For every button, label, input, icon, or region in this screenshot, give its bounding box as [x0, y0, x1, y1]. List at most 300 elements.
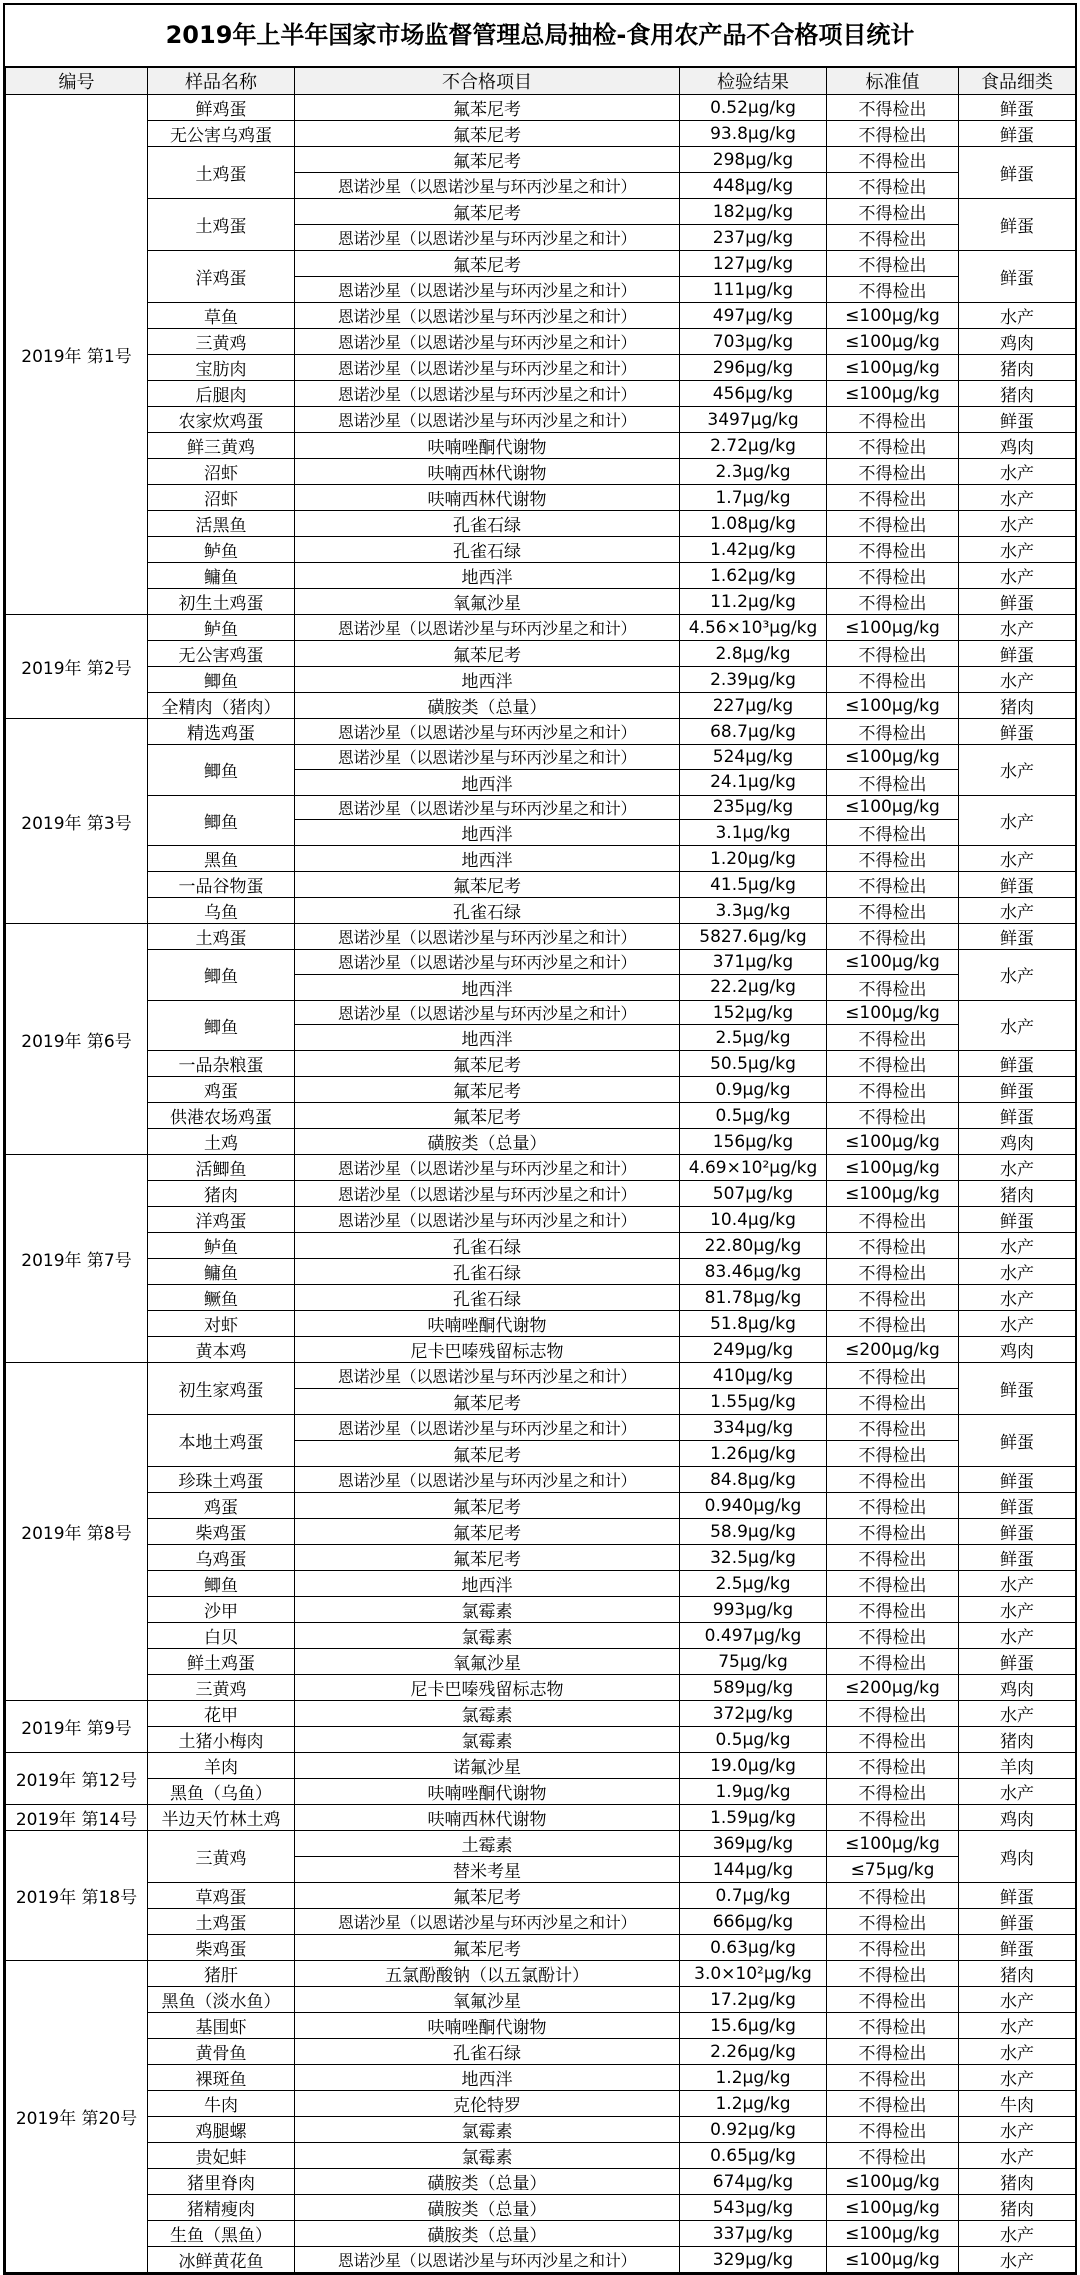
standard-cell: 不得检出	[827, 719, 959, 745]
table-row	[6, 1753, 1076, 1779]
category-cell: 水产	[959, 795, 1076, 846]
result-cell: 329μg/kg	[680, 2247, 827, 2273]
batch-id-cell: 2019年 第6号	[6, 924, 148, 1155]
issue-cell: 磺胺类（总量）	[295, 2195, 680, 2221]
sample-name-cell: 三黄鸡	[148, 1831, 295, 1883]
table-row	[6, 563, 1076, 589]
sample-name-cell: 鲫鱼	[148, 1000, 295, 1051]
result-cell: 249μg/kg	[680, 1337, 827, 1363]
sample-name-cell: 沼虾	[148, 485, 295, 511]
result-cell: 10.4μg/kg	[680, 1207, 827, 1233]
category-cell: 水产	[959, 615, 1076, 641]
category-cell: 鲜蛋	[959, 251, 1076, 303]
table-row	[6, 1571, 1076, 1597]
sample-name-cell: 鲈鱼	[148, 615, 295, 641]
issue-cell: 替米考星	[295, 1857, 680, 1883]
table-row	[6, 1961, 1076, 1987]
table-row	[6, 1311, 1076, 1337]
result-cell: 4.69×10²μg/kg	[680, 1155, 827, 1181]
sample-name-cell: 沼虾	[148, 459, 295, 485]
sample-name-cell: 初生土鸡蛋	[148, 589, 295, 615]
table-row	[6, 1285, 1076, 1311]
result-cell: 1.9μg/kg	[680, 1779, 827, 1805]
issue-cell: 地西泮	[295, 769, 680, 795]
result-cell: 0.5μg/kg	[680, 1727, 827, 1753]
issue-cell: 土霉素	[295, 1831, 680, 1857]
table-row	[6, 1623, 1076, 1649]
result-cell: 68.7μg/kg	[680, 719, 827, 745]
standard-cell: 不得检出	[827, 2039, 959, 2065]
issue-cell: 恩诺沙星（以恩诺沙星与环丙沙星之和计）	[295, 1363, 680, 1389]
standard-cell: ≤100μg/kg	[827, 1181, 959, 1207]
table-row	[6, 2091, 1076, 2117]
issue-cell: 氟苯尼考	[295, 1103, 680, 1129]
results-table	[5, 67, 1076, 2273]
category-cell: 水产	[959, 2117, 1076, 2143]
result-cell: 543μg/kg	[680, 2195, 827, 2221]
result-cell: 0.5μg/kg	[680, 1103, 827, 1129]
result-cell: 22.80μg/kg	[680, 1233, 827, 1259]
standard-cell: ≤100μg/kg	[827, 355, 959, 381]
sample-name-cell: 鲜土鸡蛋	[148, 1649, 295, 1675]
sample-name-cell: 生鱼（黑鱼）	[148, 2221, 295, 2247]
table-row	[6, 589, 1076, 615]
standard-cell: 不得检出	[827, 1207, 959, 1233]
standard-cell: 不得检出	[827, 1103, 959, 1129]
sample-name-cell: 鲫鱼	[148, 745, 295, 796]
issue-cell: 孔雀石绿	[295, 511, 680, 537]
category-cell: 猪肉	[959, 693, 1076, 719]
standard-cell: 不得检出	[827, 511, 959, 537]
result-cell: 144μg/kg	[680, 1857, 827, 1883]
result-cell: 93.8μg/kg	[680, 121, 827, 147]
category-cell: 水产	[959, 2065, 1076, 2091]
standard-cell: 不得检出	[827, 1519, 959, 1545]
batch-id-cell: 2019年 第9号	[6, 1701, 148, 1753]
result-cell: 1.59μg/kg	[680, 1805, 827, 1831]
standard-cell: ≤100μg/kg	[827, 1000, 959, 1025]
table-row	[6, 303, 1076, 329]
table-row	[6, 2117, 1076, 2143]
issue-cell: 地西泮	[295, 667, 680, 693]
category-cell: 鲜蛋	[959, 1935, 1076, 1961]
result-cell: 448μg/kg	[680, 173, 827, 199]
table-row	[6, 1103, 1076, 1129]
sample-name-cell: 鲫鱼	[148, 1571, 295, 1597]
issue-cell: 氟苯尼考	[295, 1545, 680, 1571]
category-cell: 猪肉	[959, 355, 1076, 381]
table-row	[6, 1077, 1076, 1103]
standard-cell: 不得检出	[827, 1571, 959, 1597]
batch-id-cell: 2019年 第20号	[6, 1961, 148, 2273]
table-row	[6, 199, 1076, 225]
category-cell: 鲜蛋	[959, 1883, 1076, 1909]
table-row	[6, 1129, 1076, 1155]
standard-cell: 不得检出	[827, 1415, 959, 1441]
category-cell: 水产	[959, 1779, 1076, 1805]
result-cell: 0.497μg/kg	[680, 1623, 827, 1649]
category-cell: 鲜蛋	[959, 95, 1076, 121]
table-row	[6, 1805, 1076, 1831]
issue-cell: 氟苯尼考	[295, 1935, 680, 1961]
category-cell: 猪肉	[959, 1181, 1076, 1207]
standard-cell: 不得检出	[827, 872, 959, 898]
standard-cell: ≤100μg/kg	[827, 381, 959, 407]
result-cell: 296μg/kg	[680, 355, 827, 381]
standard-cell: 不得检出	[827, 1909, 959, 1935]
issue-cell: 孔雀石绿	[295, 898, 680, 924]
category-cell: 水产	[959, 667, 1076, 693]
result-cell: 2.3μg/kg	[680, 459, 827, 485]
sample-name-cell: 三黄鸡	[148, 1675, 295, 1701]
sample-name-cell: 土鸡蛋	[148, 924, 295, 950]
issue-cell: 地西泮	[295, 1571, 680, 1597]
issue-cell: 地西泮	[295, 563, 680, 589]
category-cell: 水产	[959, 2143, 1076, 2169]
standard-cell: ≤200μg/kg	[827, 1675, 959, 1701]
result-cell: 1.2μg/kg	[680, 2091, 827, 2117]
category-cell: 水产	[959, 511, 1076, 537]
sample-name-cell: 供港农场鸡蛋	[148, 1103, 295, 1129]
standard-cell: 不得检出	[827, 898, 959, 924]
standard-cell: 不得检出	[827, 407, 959, 433]
category-cell: 水产	[959, 485, 1076, 511]
issue-cell: 氟苯尼考	[295, 95, 680, 121]
result-cell: 337μg/kg	[680, 2221, 827, 2247]
issue-cell: 氟苯尼考	[295, 147, 680, 173]
standard-cell: 不得检出	[827, 251, 959, 277]
report-sheet	[3, 3, 1077, 2275]
table-row	[6, 147, 1076, 173]
standard-cell: 不得检出	[827, 2065, 959, 2091]
issue-cell: 恩诺沙星（以恩诺沙星与环丙沙星之和计）	[295, 924, 680, 950]
table-row	[6, 1259, 1076, 1285]
col-header-id: 编号	[6, 68, 148, 95]
issue-cell: 氟苯尼考	[295, 641, 680, 667]
table-row	[6, 1909, 1076, 1935]
standard-cell: 不得检出	[827, 1493, 959, 1519]
table-row	[6, 433, 1076, 459]
table-row	[6, 1493, 1076, 1519]
category-cell: 水产	[959, 1987, 1076, 2013]
sample-name-cell: 土鸡蛋	[148, 199, 295, 251]
col-header-sample: 样品名称	[148, 68, 295, 95]
category-cell: 猪肉	[959, 1727, 1076, 1753]
standard-cell: ≤100μg/kg	[827, 2169, 959, 2195]
table-row	[6, 1935, 1076, 1961]
standard-cell: ≤100μg/kg	[827, 303, 959, 329]
result-cell: 1.7μg/kg	[680, 485, 827, 511]
result-cell: 507μg/kg	[680, 1181, 827, 1207]
issue-cell: 恩诺沙星（以恩诺沙星与环丙沙星之和计）	[295, 407, 680, 433]
sample-name-cell: 黑鱼	[148, 846, 295, 872]
category-cell: 水产	[959, 1155, 1076, 1181]
result-cell: 152μg/kg	[680, 1000, 827, 1025]
result-cell: 456μg/kg	[680, 381, 827, 407]
table-row	[6, 719, 1076, 745]
issue-cell: 恩诺沙星（以恩诺沙星与环丙沙星之和计）	[295, 355, 680, 381]
result-cell: 4.56×10³μg/kg	[680, 615, 827, 641]
issue-cell: 恩诺沙星（以恩诺沙星与环丙沙星之和计）	[295, 615, 680, 641]
category-cell: 水产	[959, 1285, 1076, 1311]
standard-cell: 不得检出	[827, 1025, 959, 1051]
table-row	[6, 1727, 1076, 1753]
standard-cell: 不得检出	[827, 1961, 959, 1987]
batch-id-cell: 2019年 第12号	[6, 1753, 148, 1805]
standard-cell: 不得检出	[827, 1701, 959, 1727]
result-cell: 24.1μg/kg	[680, 769, 827, 795]
sample-name-cell: 黄本鸡	[148, 1337, 295, 1363]
standard-cell: 不得检出	[827, 1987, 959, 2013]
result-cell: 0.7μg/kg	[680, 1883, 827, 1909]
result-cell: 51.8μg/kg	[680, 1311, 827, 1337]
issue-cell: 氯霉素	[295, 1623, 680, 1649]
result-cell: 156μg/kg	[680, 1129, 827, 1155]
issue-cell: 五氯酚酸钠（以五氯酚计）	[295, 1961, 680, 1987]
table-row	[6, 511, 1076, 537]
sample-name-cell: 黄骨鱼	[148, 2039, 295, 2065]
category-cell: 猪肉	[959, 2169, 1076, 2195]
result-cell: 1.42μg/kg	[680, 537, 827, 563]
issue-cell: 氟苯尼考	[295, 199, 680, 225]
category-cell: 水产	[959, 2247, 1076, 2273]
sample-name-cell: 无公害鸡蛋	[148, 641, 295, 667]
sample-name-cell: 猪肝	[148, 1961, 295, 1987]
standard-cell: 不得检出	[827, 1727, 959, 1753]
table-body	[6, 95, 1076, 2273]
category-cell: 水产	[959, 950, 1076, 1001]
issue-cell: 恩诺沙星（以恩诺沙星与环丙沙星之和计）	[295, 1181, 680, 1207]
result-cell: 235μg/kg	[680, 795, 827, 820]
sample-name-cell: 一品谷物蛋	[148, 872, 295, 898]
issue-cell: 呋喃西林代谢物	[295, 459, 680, 485]
result-cell: 2.39μg/kg	[680, 667, 827, 693]
issue-cell: 孔雀石绿	[295, 537, 680, 563]
category-cell: 水产	[959, 1259, 1076, 1285]
result-cell: 524μg/kg	[680, 745, 827, 770]
table-row	[6, 795, 1076, 820]
table-row	[6, 1000, 1076, 1025]
standard-cell: ≤100μg/kg	[827, 329, 959, 355]
issue-cell: 孔雀石绿	[295, 1259, 680, 1285]
result-cell: 227μg/kg	[680, 693, 827, 719]
table-row	[6, 1155, 1076, 1181]
standard-cell: 不得检出	[827, 433, 959, 459]
table-row	[6, 615, 1076, 641]
table-row	[6, 355, 1076, 381]
result-cell: 41.5μg/kg	[680, 872, 827, 898]
header-row	[6, 68, 1076, 95]
result-cell: 369μg/kg	[680, 1831, 827, 1857]
standard-cell: 不得检出	[827, 121, 959, 147]
table-row	[6, 1519, 1076, 1545]
result-cell: 0.63μg/kg	[680, 1935, 827, 1961]
batch-id-cell: 2019年 第2号	[6, 615, 148, 719]
issue-cell: 恩诺沙星（以恩诺沙星与环丙沙星之和计）	[295, 303, 680, 329]
issue-cell: 恩诺沙星（以恩诺沙星与环丙沙星之和计）	[295, 745, 680, 770]
issue-cell: 恩诺沙星（以恩诺沙星与环丙沙星之和计）	[295, 1000, 680, 1025]
result-cell: 1.2μg/kg	[680, 2065, 827, 2091]
standard-cell: 不得检出	[827, 589, 959, 615]
category-cell: 水产	[959, 459, 1076, 485]
issue-cell: 地西泮	[295, 974, 680, 1000]
standard-cell: 不得检出	[827, 1545, 959, 1571]
sample-name-cell: 鲫鱼	[148, 795, 295, 846]
result-cell: 589μg/kg	[680, 1675, 827, 1701]
standard-cell: 不得检出	[827, 1233, 959, 1259]
issue-cell: 氟苯尼考	[295, 872, 680, 898]
sample-name-cell: 羊肉	[148, 1753, 295, 1779]
table-row	[6, 950, 1076, 975]
result-cell: 3.1μg/kg	[680, 820, 827, 846]
sample-name-cell: 贵妃蚌	[148, 2143, 295, 2169]
batch-id-cell: 2019年 第1号	[6, 95, 148, 615]
col-header-issue: 不合格项目	[295, 68, 680, 95]
table-row	[6, 121, 1076, 147]
sample-name-cell: 洋鸡蛋	[148, 1207, 295, 1233]
table-row	[6, 1597, 1076, 1623]
issue-cell: 磺胺类（总量）	[295, 2169, 680, 2195]
standard-cell: 不得检出	[827, 769, 959, 795]
sample-name-cell: 牛肉	[148, 2091, 295, 2117]
result-cell: 84.8μg/kg	[680, 1467, 827, 1493]
standard-cell: 不得检出	[827, 1649, 959, 1675]
table-title: 2019年上半年国家市场监督管理总局抽检-食用农产品不合格项目统计	[5, 5, 1075, 67]
standard-cell: 不得检出	[827, 485, 959, 511]
sample-name-cell: 柴鸡蛋	[148, 1519, 295, 1545]
sample-name-cell: 农家炊鸡蛋	[148, 407, 295, 433]
category-cell: 鸡肉	[959, 1805, 1076, 1831]
result-cell: 81.78μg/kg	[680, 1285, 827, 1311]
issue-cell: 地西泮	[295, 2065, 680, 2091]
standard-cell: 不得检出	[827, 1753, 959, 1779]
table-row	[6, 2169, 1076, 2195]
standard-cell: ≤100μg/kg	[827, 1129, 959, 1155]
issue-cell: 氯霉素	[295, 1701, 680, 1727]
sample-name-cell: 猪里脊肉	[148, 2169, 295, 2195]
result-cell: 127μg/kg	[680, 251, 827, 277]
table-row	[6, 667, 1076, 693]
sample-name-cell: 鸡腿螺	[148, 2117, 295, 2143]
result-cell: 19.0μg/kg	[680, 1753, 827, 1779]
result-cell: 1.62μg/kg	[680, 563, 827, 589]
standard-cell: 不得检出	[827, 537, 959, 563]
category-cell: 鲜蛋	[959, 147, 1076, 199]
standard-cell: 不得检出	[827, 1623, 959, 1649]
result-cell: 1.20μg/kg	[680, 846, 827, 872]
table-row	[6, 872, 1076, 898]
category-cell: 猪肉	[959, 1961, 1076, 1987]
sample-name-cell: 土猪小梅肉	[148, 1727, 295, 1753]
sample-name-cell: 乌鱼	[148, 898, 295, 924]
result-cell: 0.9μg/kg	[680, 1077, 827, 1103]
category-cell: 水产	[959, 898, 1076, 924]
standard-cell: 不得检出	[827, 1935, 959, 1961]
table-row	[6, 459, 1076, 485]
table-row	[6, 1675, 1076, 1701]
category-cell: 鸡肉	[959, 1337, 1076, 1363]
batch-id-cell: 2019年 第3号	[6, 719, 148, 924]
sample-name-cell: 草鸡蛋	[148, 1883, 295, 1909]
result-cell: 3497μg/kg	[680, 407, 827, 433]
category-cell: 鲜蛋	[959, 872, 1076, 898]
standard-cell: 不得检出	[827, 277, 959, 303]
issue-cell: 呋喃唑酮代谢物	[295, 1311, 680, 1337]
category-cell: 鲜蛋	[959, 199, 1076, 251]
standard-cell: ≤100μg/kg	[827, 795, 959, 820]
category-cell: 鲜蛋	[959, 1415, 1076, 1467]
standard-cell: 不得检出	[827, 924, 959, 950]
standard-cell: ≤100μg/kg	[827, 1155, 959, 1181]
sample-name-cell: 鸡蛋	[148, 1077, 295, 1103]
sample-name-cell: 柴鸡蛋	[148, 1935, 295, 1961]
table-row	[6, 251, 1076, 277]
issue-cell: 地西泮	[295, 1025, 680, 1051]
category-cell: 鲜蛋	[959, 1077, 1076, 1103]
table-row	[6, 2065, 1076, 2091]
standard-cell: 不得检出	[827, 2117, 959, 2143]
standard-cell: 不得检出	[827, 1051, 959, 1077]
sample-name-cell: 白贝	[148, 1623, 295, 1649]
category-cell: 鸡肉	[959, 1129, 1076, 1155]
issue-cell: 磺胺类（总量）	[295, 693, 680, 719]
standard-cell: ≤100μg/kg	[827, 950, 959, 975]
category-cell: 猪肉	[959, 2195, 1076, 2221]
issue-cell: 氟苯尼考	[295, 1441, 680, 1467]
issue-cell: 恩诺沙星（以恩诺沙星与环丙沙星之和计）	[295, 795, 680, 820]
result-cell: 371μg/kg	[680, 950, 827, 975]
result-cell: 0.940μg/kg	[680, 1493, 827, 1519]
standard-cell: 不得检出	[827, 459, 959, 485]
category-cell: 牛肉	[959, 2091, 1076, 2117]
category-cell: 水产	[959, 2013, 1076, 2039]
sample-name-cell: 半边天竹林土鸡	[148, 1805, 295, 1831]
category-cell: 水产	[959, 303, 1076, 329]
standard-cell: 不得检出	[827, 1259, 959, 1285]
sample-name-cell: 沙甲	[148, 1597, 295, 1623]
category-cell: 水产	[959, 563, 1076, 589]
sample-name-cell: 裸斑鱼	[148, 2065, 295, 2091]
standard-cell: 不得检出	[827, 1805, 959, 1831]
sample-name-cell: 冰鲜黄花鱼	[148, 2247, 295, 2273]
table-row	[6, 1415, 1076, 1441]
standard-cell: 不得检出	[827, 1597, 959, 1623]
table-row	[6, 1467, 1076, 1493]
category-cell: 羊肉	[959, 1753, 1076, 1779]
sample-name-cell: 本地土鸡蛋	[148, 1415, 295, 1467]
issue-cell: 恩诺沙星（以恩诺沙星与环丙沙星之和计）	[295, 277, 680, 303]
category-cell: 水产	[959, 1000, 1076, 1051]
result-cell: 237μg/kg	[680, 225, 827, 251]
table-row	[6, 2039, 1076, 2065]
table-row	[6, 1051, 1076, 1077]
batch-id-cell: 2019年 第7号	[6, 1155, 148, 1363]
table-row	[6, 2195, 1076, 2221]
batch-id-cell: 2019年 第8号	[6, 1363, 148, 1701]
sample-name-cell: 精选鸡蛋	[148, 719, 295, 745]
issue-cell: 恩诺沙星（以恩诺沙星与环丙沙星之和计）	[295, 1207, 680, 1233]
result-cell: 32.5μg/kg	[680, 1545, 827, 1571]
table-row	[6, 329, 1076, 355]
result-cell: 2.5μg/kg	[680, 1571, 827, 1597]
col-header-category: 食品细类	[959, 68, 1076, 95]
sample-name-cell: 一品杂粮蛋	[148, 1051, 295, 1077]
standard-cell: 不得检出	[827, 2091, 959, 2117]
standard-cell: 不得检出	[827, 563, 959, 589]
sample-name-cell: 鲜鸡蛋	[148, 95, 295, 121]
col-header-standard: 标准值	[827, 68, 959, 95]
table-row	[6, 1207, 1076, 1233]
